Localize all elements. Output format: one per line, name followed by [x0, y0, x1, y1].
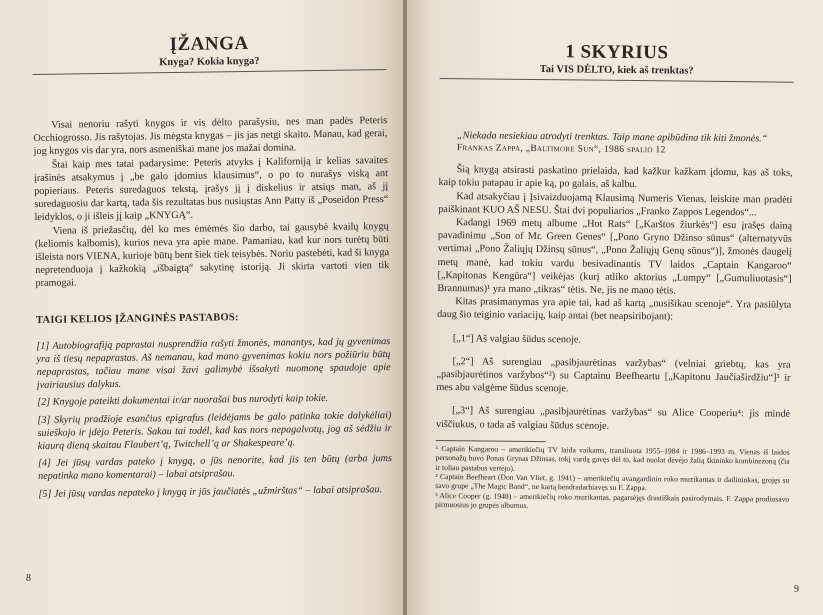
footnote: ¹ Captain Kangaroo – amerikiečių TV laida vaikams, transliuota 1955–1984 ir 1986–1993 m. Vienas iš laidos personažų buvo Ponas Grynas Džinsas, tokį vardą gavęs dėl to, kad nuolat dėvėjo žalią škininko kombinezoną (čia ir toliau pastabos vertėjo). [435, 443, 790, 473]
paragraph: Visai nenoriu rašyti knygos ir vis dėlto parašysiu, nes man padės Peteris Occhiogrosso. Jis rašytojas. Jis mėgsta knygas – jis jas netgi skaito. Manau, kad gerai, jog knygos vis dar yra, nors asmeniškai mane jos mažai domina. [33, 115, 388, 158]
note-item [38, 452, 392, 483]
note-item [36, 335, 391, 393]
note-text: [2] Knygoje pateikti dokumentai ir/ar nuorašai bus nurodyti kaip tokie. [37, 393, 329, 409]
scene-item [436, 404, 790, 434]
paragraph: Šią knygą atsirasti paskatino prielaida, kad kažkur kažkam įdomu, kas aš toks, kaip tokiu patapau ir apie ką, po galais, aš kalbu. [438, 164, 793, 191]
epigraph [439, 129, 793, 157]
note-text: [1] Autobiografiją paprastai nusprendžia rašyti žmonės, manantys, kad jų gyvenimas yra iš tiesų nepaprastas. Aš nemanau, kad mano gyvenimas kokiu nors požiūriu būtų nepaprastas, tačiau mane visai žavi galimybė išsakyti nuomonę spaudoje apie įvairiausius dalykus. [36, 335, 391, 392]
note-item [37, 409, 392, 454]
chapter-body [437, 163, 793, 325]
left-page-content [32, 31, 393, 505]
footnote-rule [436, 440, 546, 442]
right-page [407, 0, 823, 615]
paragraph: Kitas prasimanymas yra apie tai, kad aš kartą „nusišikau scenoje“. Yra pasiūlyta daug šio teiginio variacijų, kaip antai (bet neapsiribojant): [437, 296, 792, 323]
right-page-content [435, 40, 794, 513]
note-text: [5] Jei jūsų vardas nepateko į knygą ir jūs jaučiatės „užmirštas“ – labai atsiprašau. [38, 483, 383, 500]
notes-heading: TAIGI KELIOS ĮŽANGINĖS PASTABOS: [35, 311, 239, 326]
footnote: ² Captain Beefheart (Don Van Vliet, g. 1941) – amerikiečių avangardinio roko muzikantas ir dailininkas, grojęs su savo grupe „The Magic Band“, ne kartą bendradarbiavęs su F. Zappa. [435, 472, 790, 493]
page-number-left: 8 [26, 573, 31, 584]
left-page [0, 0, 403, 615]
paragraph: Kadangi 1969 metų albume „Hot Rats“ [„Karštos žiurkės“] esu įrašęs dainą pavadinimu „Son of Mr. Green Genes“ [„Pono Gryno Džinso sūnus“ (alternatyvūs vertimai „Pono Žaliųjų Džinsų sūnus“, „Pono Žaliųjų Genų sūnus“)], žmonės daugelį metų manė, kad tokiu vardu besivadinantis TV laidos „Captain Kangaroo“ [„Kapitonas Kengūra“] veikėjas (kurį atliko aktorius „Lumpy“ [„Gumuliuotasis“] Brannumas)¹ yra mano „tikras“ tėtis. Ne, jis ne mano tėtis. [437, 217, 793, 297]
scene-text: [„3“] Aš surengiau „pasibjaurėtinas varžybas“ su Alice Cooperiu⁴: jis mindė viščiukus, o tada aš valgiau šūdus scenoje. [435, 405, 791, 432]
paragraph: Štai kaip mes tatai padarysime: Peteris atvyks į Kaliforniją ir kelias savaites įrašinės atsakymus į „be galo įdomius klausimus“, o po to nurašys viską ant popieriaus. Peteris suredaguos tekstą, įrašys jį į diskelius ir atsiųs man, aš jį suredaguosiu dar kartą, tada šis rezultatas bus nusiųstas Ann Patty iš „Poseidon Press“ leidyklos, o ji išleis jį kaip „KNYGĄ“. [33, 154, 389, 224]
chapter-subtitle: Tai VIS DĖLTO, kiek aš trenktas? [539, 64, 694, 77]
note-text: [3] Skyrių pradžioje esančius epigrafus (leidėjams be galo patinka tokie dalykėliai) suieškojo ir įdėjo Peteris. Sakau tai todėl, kad kas nors nepagalvotų, jog aš sėdžiu ir kiaurą dieną skaitau Flaubert’ą, Twitchell’ą ar Shakespeare’ą. [37, 409, 392, 453]
paragraph: Viena iš priežasčių, dėl ko mes ėmėmės šio darbo, tai gausybė kvailų knygų (keliomis kalbomis), kurios neva yra apie mane. Pamaniau, kad kur nors turėtų būti išleista nors VIENA, kurioje būtų bent šiek tiek teisybės. Noriu pastebėti, kad ši knyga nepretenduoja į kažkokią „išbaigtą“ sakytinę istoriją. Ji skirta vartoti vien tik pramogai. [34, 220, 390, 290]
notes-list [36, 335, 392, 501]
introduction-body [33, 114, 389, 291]
page-number-right: 9 [794, 584, 799, 595]
scene-item [437, 332, 791, 349]
scene-text: [„1“] Aš valgiau šūdus scenoje. [452, 332, 582, 346]
scene-item [436, 355, 790, 398]
note-text: [4] Jei jūsų vardas pateko į knygą, o jūs nenorite, kad jis ten būtų (arba jums nepatinka mano komentarai) – labai atsiprašau. [37, 453, 393, 483]
chapter-title: 1 SKYRIUS [565, 41, 669, 64]
note-item [37, 391, 391, 409]
introduction-subtitle: Knyga? Kokia knyga? [159, 55, 260, 69]
epigraph-attribution: Frankas Zappa, „Baltimore Sun“, 1986 spalio 12 [456, 142, 666, 156]
footnote: ³ Alice Cooper (g. 1948) – amerikiečių roko muzikantas, pagarsėjęs drastiškais pasirodymais. F. Zappa prodiusavo pirmuosius jo grupės albumus. [435, 490, 790, 511]
scene-text: [„2“] Aš surengiau „pasibjaurėtinas varžybas“ (velniai griebtų, kas yra „pasibjaurėtinos varžybos“²) su Captainu Beefheartu [„Kapitonu Jaučiaširdžiu“]³ ir mes abu valgėme šūdus scenoje. [436, 355, 791, 395]
introduction-title: ĮŽANGA [169, 32, 249, 56]
note-item [38, 483, 392, 501]
footnotes [435, 444, 790, 514]
epigraph-quote: „Niekada nesiekiau atrodyti trenktas. Taip mane apibūdina tik kiti žmonės.“ [456, 130, 768, 145]
paragraph: Kad atsakyčiau į Įsivaizduojamą Klausimą Numeris Vienas, leiskite man pradėti paiškinant KUO AŠ NESU. Štai dvi populiarios „Franko Zappos Legendos“... [438, 190, 793, 219]
